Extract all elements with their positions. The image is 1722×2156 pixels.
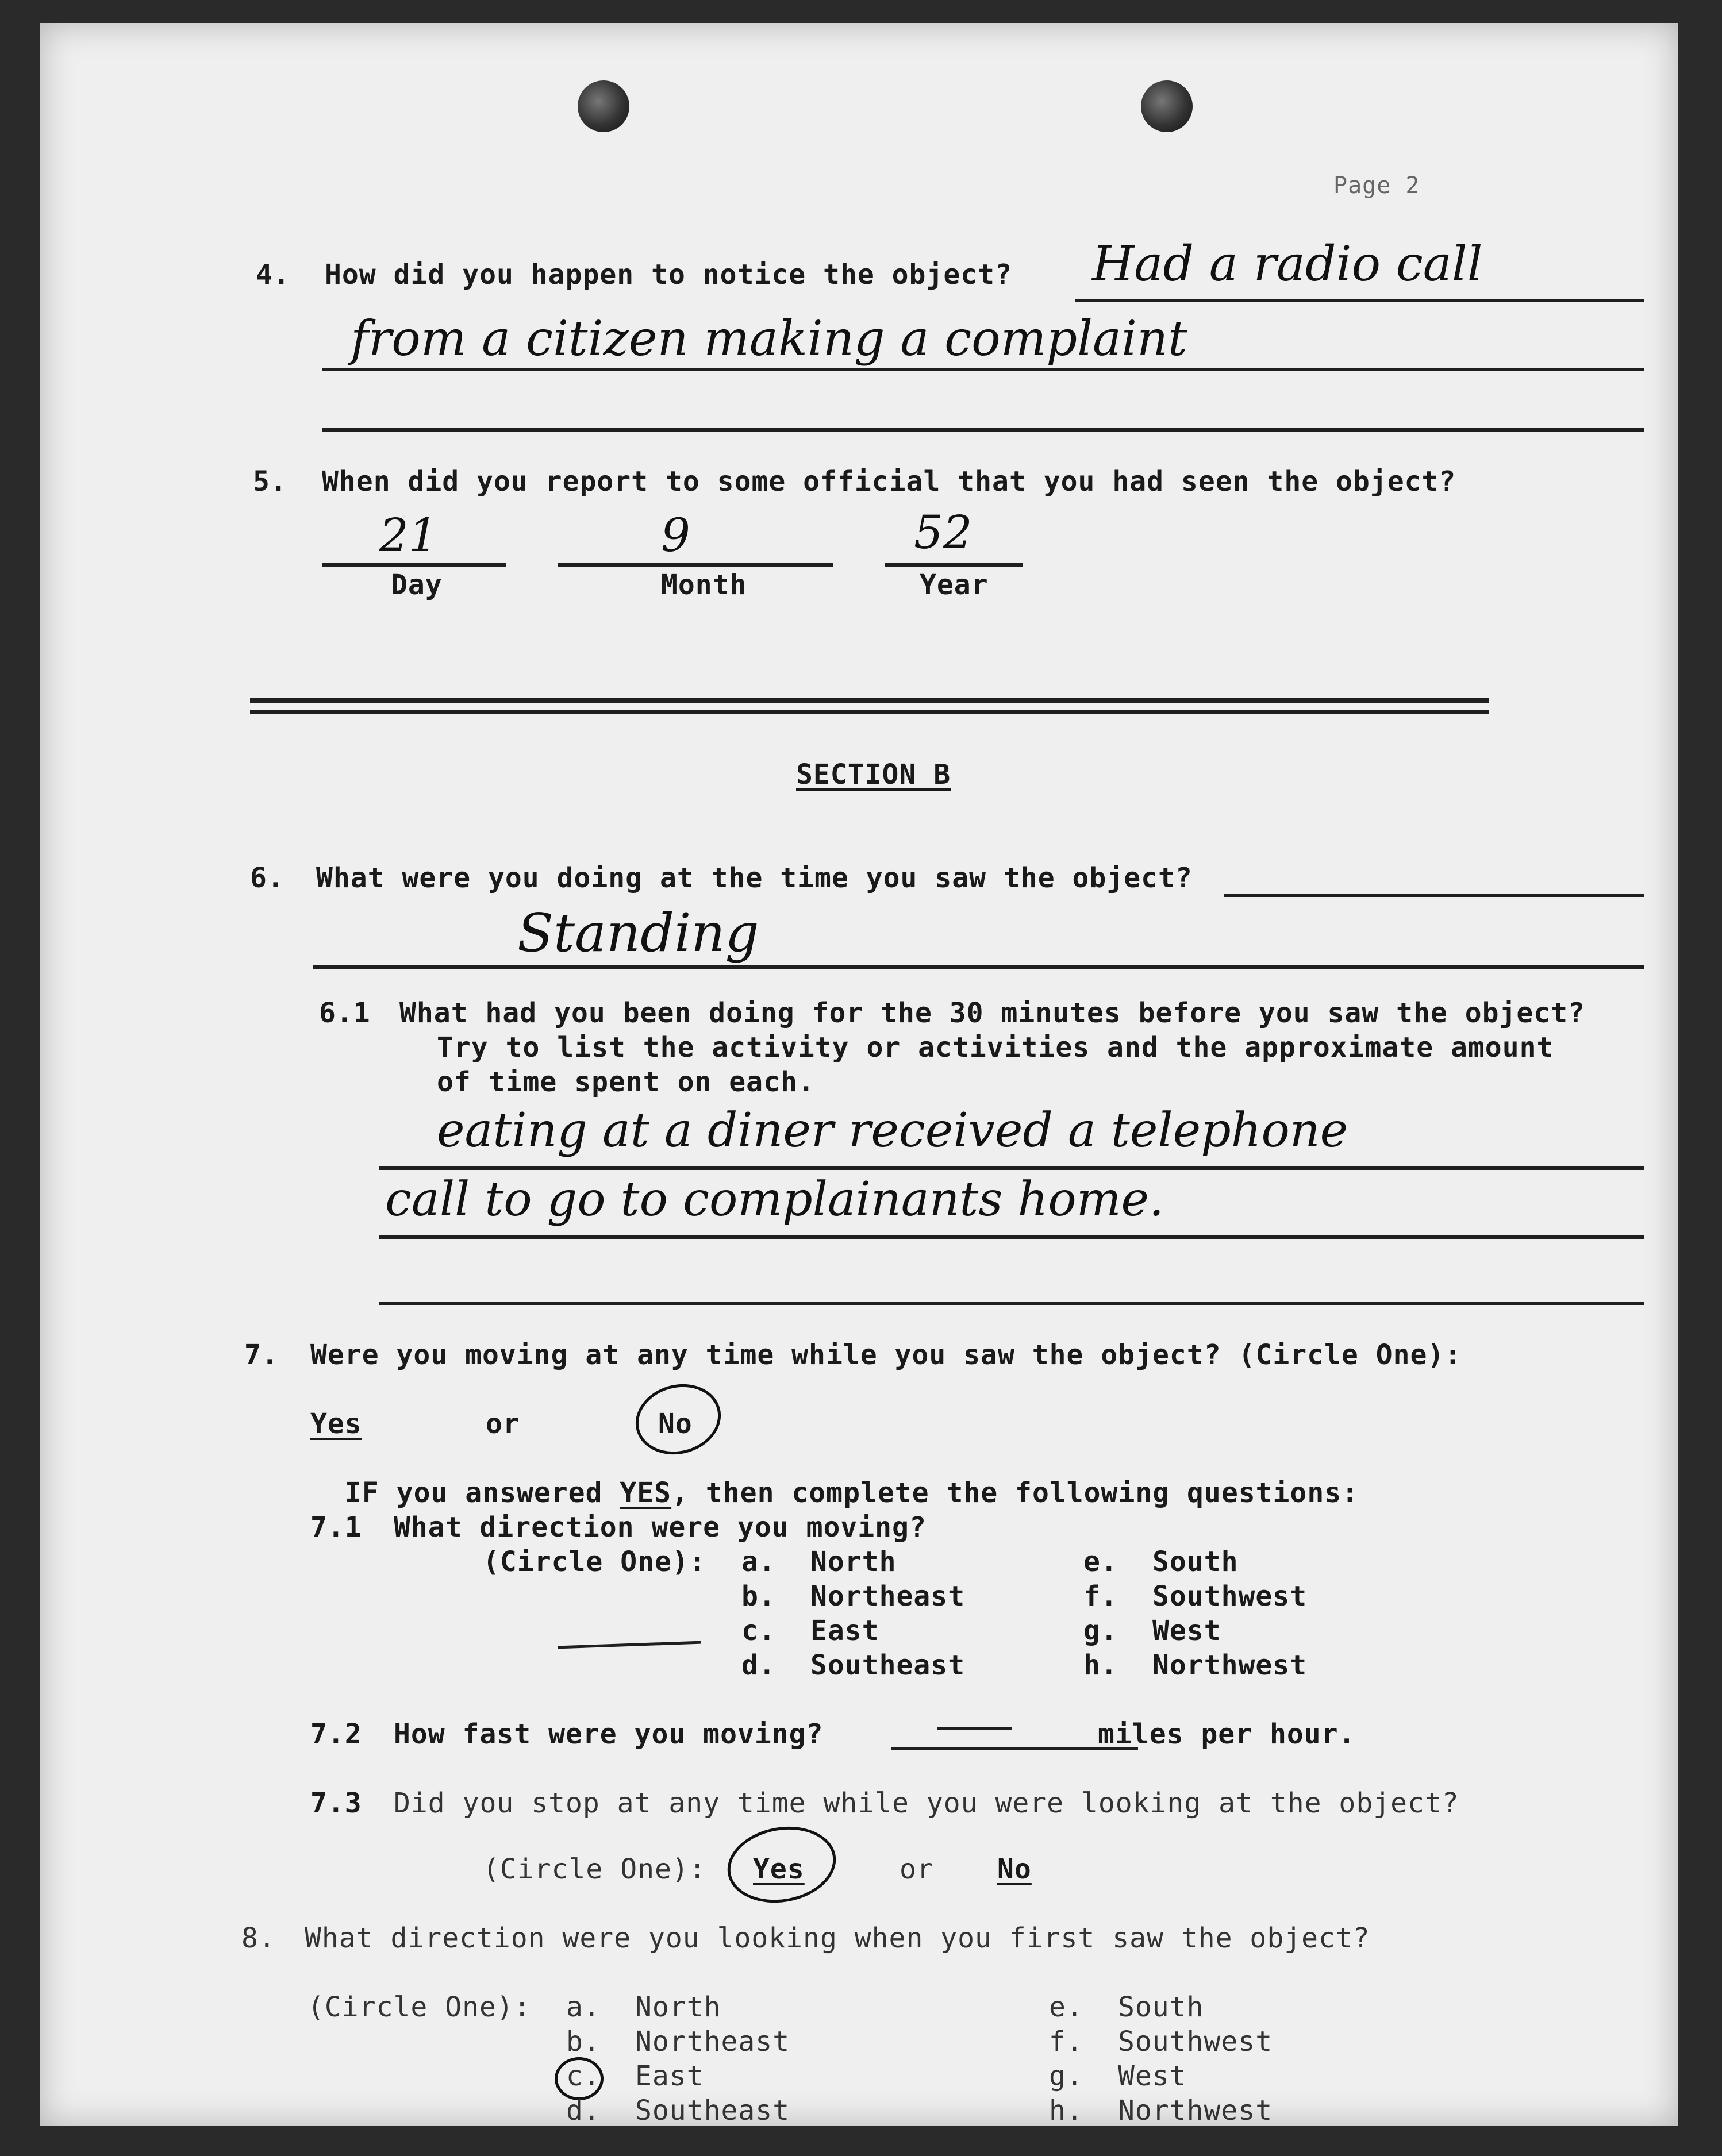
q7-1-option-d[interactable]: Southeast xyxy=(810,1649,966,1681)
q8-option-d-letter: d. xyxy=(566,2095,601,2127)
q5-year-value[interactable]: 52 xyxy=(914,506,973,559)
q8-option-h[interactable]: Northwest xyxy=(1118,2095,1273,2127)
q7-3-yes-circle-mark xyxy=(721,1818,842,1911)
q7-option-no[interactable]: No xyxy=(658,1408,693,1440)
q7-3-number: 7.3 xyxy=(310,1787,362,1819)
q6-answer-line-b xyxy=(313,965,1644,969)
q5-day-label: Day xyxy=(391,569,443,601)
q7-question: Were you moving at any time while you saw the object? (Circle One): xyxy=(310,1339,1462,1371)
q7-2-number: 7.2 xyxy=(310,1718,362,1750)
q6-1-line2: Try to list the activity or activities and the approximate amount xyxy=(437,1031,1554,1064)
q7-1-option-b-letter: b. xyxy=(741,1580,776,1612)
q7-3-circle-one: (Circle One): xyxy=(483,1853,706,1885)
q4-answer-underline1 xyxy=(1075,299,1644,302)
q6-question: What were you doing at the time you saw the object? xyxy=(316,862,1193,894)
q4-number: 4. xyxy=(256,259,290,291)
q5-month-value[interactable]: 9 xyxy=(661,509,690,562)
q8-option-g[interactable]: West xyxy=(1118,2060,1187,2092)
q8-circle-one: (Circle One): xyxy=(308,1991,531,2023)
q6-1-underline1 xyxy=(379,1166,1644,1170)
q7-no-circle-mark xyxy=(628,1375,729,1464)
q6-1-answer-line2[interactable]: call to go to complainants home. xyxy=(385,1172,1164,1227)
q5-year-label: Year xyxy=(920,569,989,601)
form-page xyxy=(40,23,1678,2126)
q6-answer-line-a xyxy=(1224,894,1644,897)
q7-2-question: How fast were you moving? xyxy=(394,1718,824,1750)
q7-number: 7. xyxy=(244,1339,279,1371)
q8-option-g-letter: g. xyxy=(1049,2060,1083,2092)
section-b-title: SECTION B xyxy=(796,759,951,791)
q7-or: or xyxy=(486,1408,520,1440)
q8-question: What direction were you looking when you first saw the object? xyxy=(305,1922,1370,1954)
q5-month-label: Month xyxy=(661,569,747,601)
q8-option-b-letter: b. xyxy=(566,2026,601,2058)
q8-option-h-letter: h. xyxy=(1049,2095,1083,2127)
section-divider-top xyxy=(250,698,1489,703)
q5-year-line xyxy=(885,563,1023,567)
q7-1-option-c[interactable]: East xyxy=(810,1615,879,1647)
q7-1-circle-one: (Circle One): xyxy=(483,1546,706,1578)
q7-1-option-a-letter: a. xyxy=(741,1546,776,1578)
q5-day-value[interactable]: 21 xyxy=(379,509,438,562)
q7-3-option-no[interactable]: No xyxy=(997,1853,1032,1885)
q5-question: When did you report to some official that you had seen the object? xyxy=(322,465,1456,498)
section-divider-bottom xyxy=(250,710,1489,714)
q4-answer-line1[interactable]: Had a radio call xyxy=(1092,236,1483,292)
q6-1-answer-line1[interactable]: eating at a diner received a telephone xyxy=(437,1103,1348,1158)
q7-1-number: 7.1 xyxy=(310,1511,362,1543)
q7-1-option-b[interactable]: Northeast xyxy=(810,1580,966,1612)
q8-option-d[interactable]: Southeast xyxy=(635,2095,790,2127)
q7-1-option-h-letter: h. xyxy=(1083,1649,1118,1681)
q7-1-option-f[interactable]: Southwest xyxy=(1152,1580,1308,1612)
q7-3-question: Did you stop at any time while you were looking at the object? xyxy=(394,1787,1459,1819)
q6-answer[interactable]: Standing xyxy=(517,902,759,964)
q5-number: 5. xyxy=(253,465,287,498)
q7-1-option-h[interactable]: Northwest xyxy=(1152,1649,1308,1681)
q6-1-underline2 xyxy=(379,1235,1644,1239)
q6-1-number: 6.1 xyxy=(319,997,371,1029)
q7-1-option-g-letter: g. xyxy=(1083,1615,1118,1647)
q8-option-f-letter: f. xyxy=(1049,2026,1083,2058)
q6-number: 6. xyxy=(250,862,285,894)
q7-1-option-d-letter: d. xyxy=(741,1649,776,1681)
q4-answer-underline2 xyxy=(322,368,1644,371)
punch-hole-right xyxy=(1141,80,1193,132)
q8-option-c[interactable]: East xyxy=(635,2060,704,2092)
q8-c-circle-mark xyxy=(555,2057,604,2100)
q8-option-a[interactable]: North xyxy=(635,1991,721,2023)
q7-1-option-c-letter: c. xyxy=(741,1615,776,1647)
q4-answer-underline3 xyxy=(322,428,1644,432)
q7-1-option-a[interactable]: North xyxy=(810,1546,897,1578)
q4-answer-line2[interactable]: from a citizen making a complaint xyxy=(351,310,1187,367)
q7-2-unit: miles per hour. xyxy=(1098,1718,1356,1750)
q8-option-e-letter: e. xyxy=(1049,1991,1083,2023)
q4-question: How did you happen to notice the object? xyxy=(325,259,1012,291)
punch-hole-left xyxy=(578,80,629,132)
q7-3-option-yes[interactable]: Yes xyxy=(753,1853,805,1885)
q6-1-line3: of time spent on each. xyxy=(437,1066,815,1098)
q7-1-option-e[interactable]: South xyxy=(1152,1546,1239,1578)
q6-1-line1: What had you been doing for the 30 minutes before you saw the object? xyxy=(399,997,1585,1029)
q5-day-line xyxy=(322,563,506,567)
q7-2-dash-mark xyxy=(937,1727,1012,1730)
q7-3-or: or xyxy=(900,1853,934,1885)
q7-1-option-f-letter: f. xyxy=(1083,1580,1118,1612)
q7-1-question: What direction were you moving? xyxy=(394,1511,927,1543)
q8-option-b[interactable]: Northeast xyxy=(635,2026,790,2058)
q6-1-underline3 xyxy=(379,1302,1644,1305)
q7-1-dash-mark xyxy=(558,1641,701,1649)
q8-option-e[interactable]: South xyxy=(1118,1991,1204,2023)
q8-option-a-letter: a. xyxy=(566,1991,601,2023)
q8-option-f[interactable]: Southwest xyxy=(1118,2026,1273,2058)
q7-option-yes[interactable]: Yes xyxy=(310,1408,362,1440)
q5-month-line xyxy=(558,563,833,567)
page-number: Page 2 xyxy=(1333,172,1420,199)
q7-1-option-g[interactable]: West xyxy=(1152,1615,1221,1647)
q8-number: 8. xyxy=(241,1922,276,1954)
q7-1-option-e-letter: e. xyxy=(1083,1546,1118,1578)
q8-option-c-letter: c. xyxy=(566,2060,601,2092)
q7-if-instruction: IF you answered YES, then complete the following questions: xyxy=(345,1477,1359,1509)
